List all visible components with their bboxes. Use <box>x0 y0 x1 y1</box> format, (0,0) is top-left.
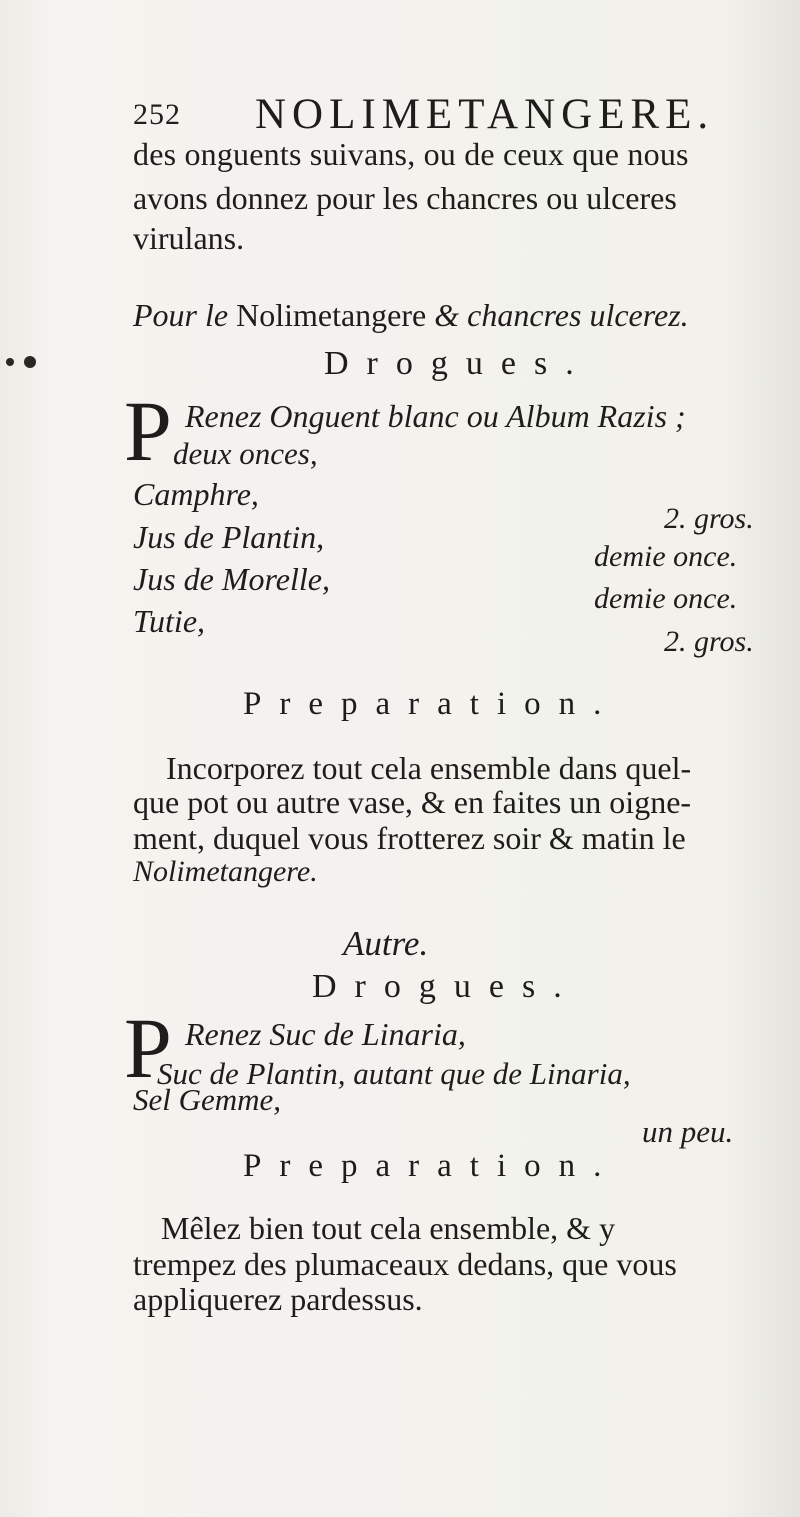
ingredient-qty: 2. gros. <box>664 625 754 658</box>
recipe1-line-1: Renez Onguent blanc ou Album Razis ; <box>185 398 686 434</box>
ingredient-name: Tutie, <box>133 603 206 639</box>
prep1-line-1: Incorporez tout cela ensemble dans quel- <box>166 750 692 786</box>
prep2-line-2: trempez des plumaceaux dedans, que vous <box>133 1246 677 1282</box>
prep1-line-4: Nolimetangere. <box>133 855 318 888</box>
heading-suffix: & chancres ulcerez. <box>434 297 689 333</box>
heading-prefix: Pour le <box>133 297 229 333</box>
ingredient-name: Camphre, <box>133 476 259 512</box>
intro-line-1: des onguents suivans, ou de ceux que nous <box>133 136 689 172</box>
prep1-line-2: que pot ou autre vase, & en faites un oigne- <box>133 784 692 820</box>
ingredient-qty: 2. gros. <box>664 502 754 535</box>
recipe1-line-2: deux onces, <box>173 436 318 471</box>
recipe2-line-1: Renez Suc de Linaria, <box>185 1016 466 1052</box>
ingredient-qty: demie once. <box>594 582 738 615</box>
intro-line-2: avons donnez pour les chancres ou ulceres <box>133 180 677 216</box>
drogues-title-1: Drogues. <box>324 345 592 382</box>
margin-mark <box>6 358 14 366</box>
dropcap-2: P <box>124 1000 172 1096</box>
ingredient-qty: demie once. <box>594 540 738 573</box>
preparation-title-2: Preparation. <box>243 1148 620 1184</box>
recipe2-line-3-qty: un peu. <box>642 1114 734 1149</box>
dropcap-1: P <box>124 383 172 479</box>
prep2-line-1: Mêlez bien tout cela ensemble, & y <box>161 1210 616 1246</box>
section1-heading <box>133 297 689 334</box>
page-number: 252 <box>133 98 181 131</box>
prep2-line-3: appliquerez pardessus. <box>133 1281 423 1317</box>
intro-line-3: virulans. <box>133 220 245 256</box>
autre-heading: Autre. <box>343 924 429 963</box>
drogues-title-2: Drogues. <box>312 968 580 1005</box>
prep1-line-3: ment, duquel vous frotterez soir & matin le <box>133 820 686 856</box>
recipe2-line-2: Suc de Plantin, autant que de Linaria, <box>157 1056 631 1091</box>
ingredient-name: Jus de Plantin, <box>133 519 325 555</box>
recipe2-line-3: Sel Gemme, <box>133 1082 282 1117</box>
heading-main: Nolimetangere <box>236 297 427 333</box>
ingredient-name: Jus de Morelle, <box>133 561 330 597</box>
preparation-title-1: Preparation. <box>243 686 620 722</box>
margin-mark <box>24 356 36 368</box>
running-title: NOLIMETANGERE. <box>255 91 715 138</box>
